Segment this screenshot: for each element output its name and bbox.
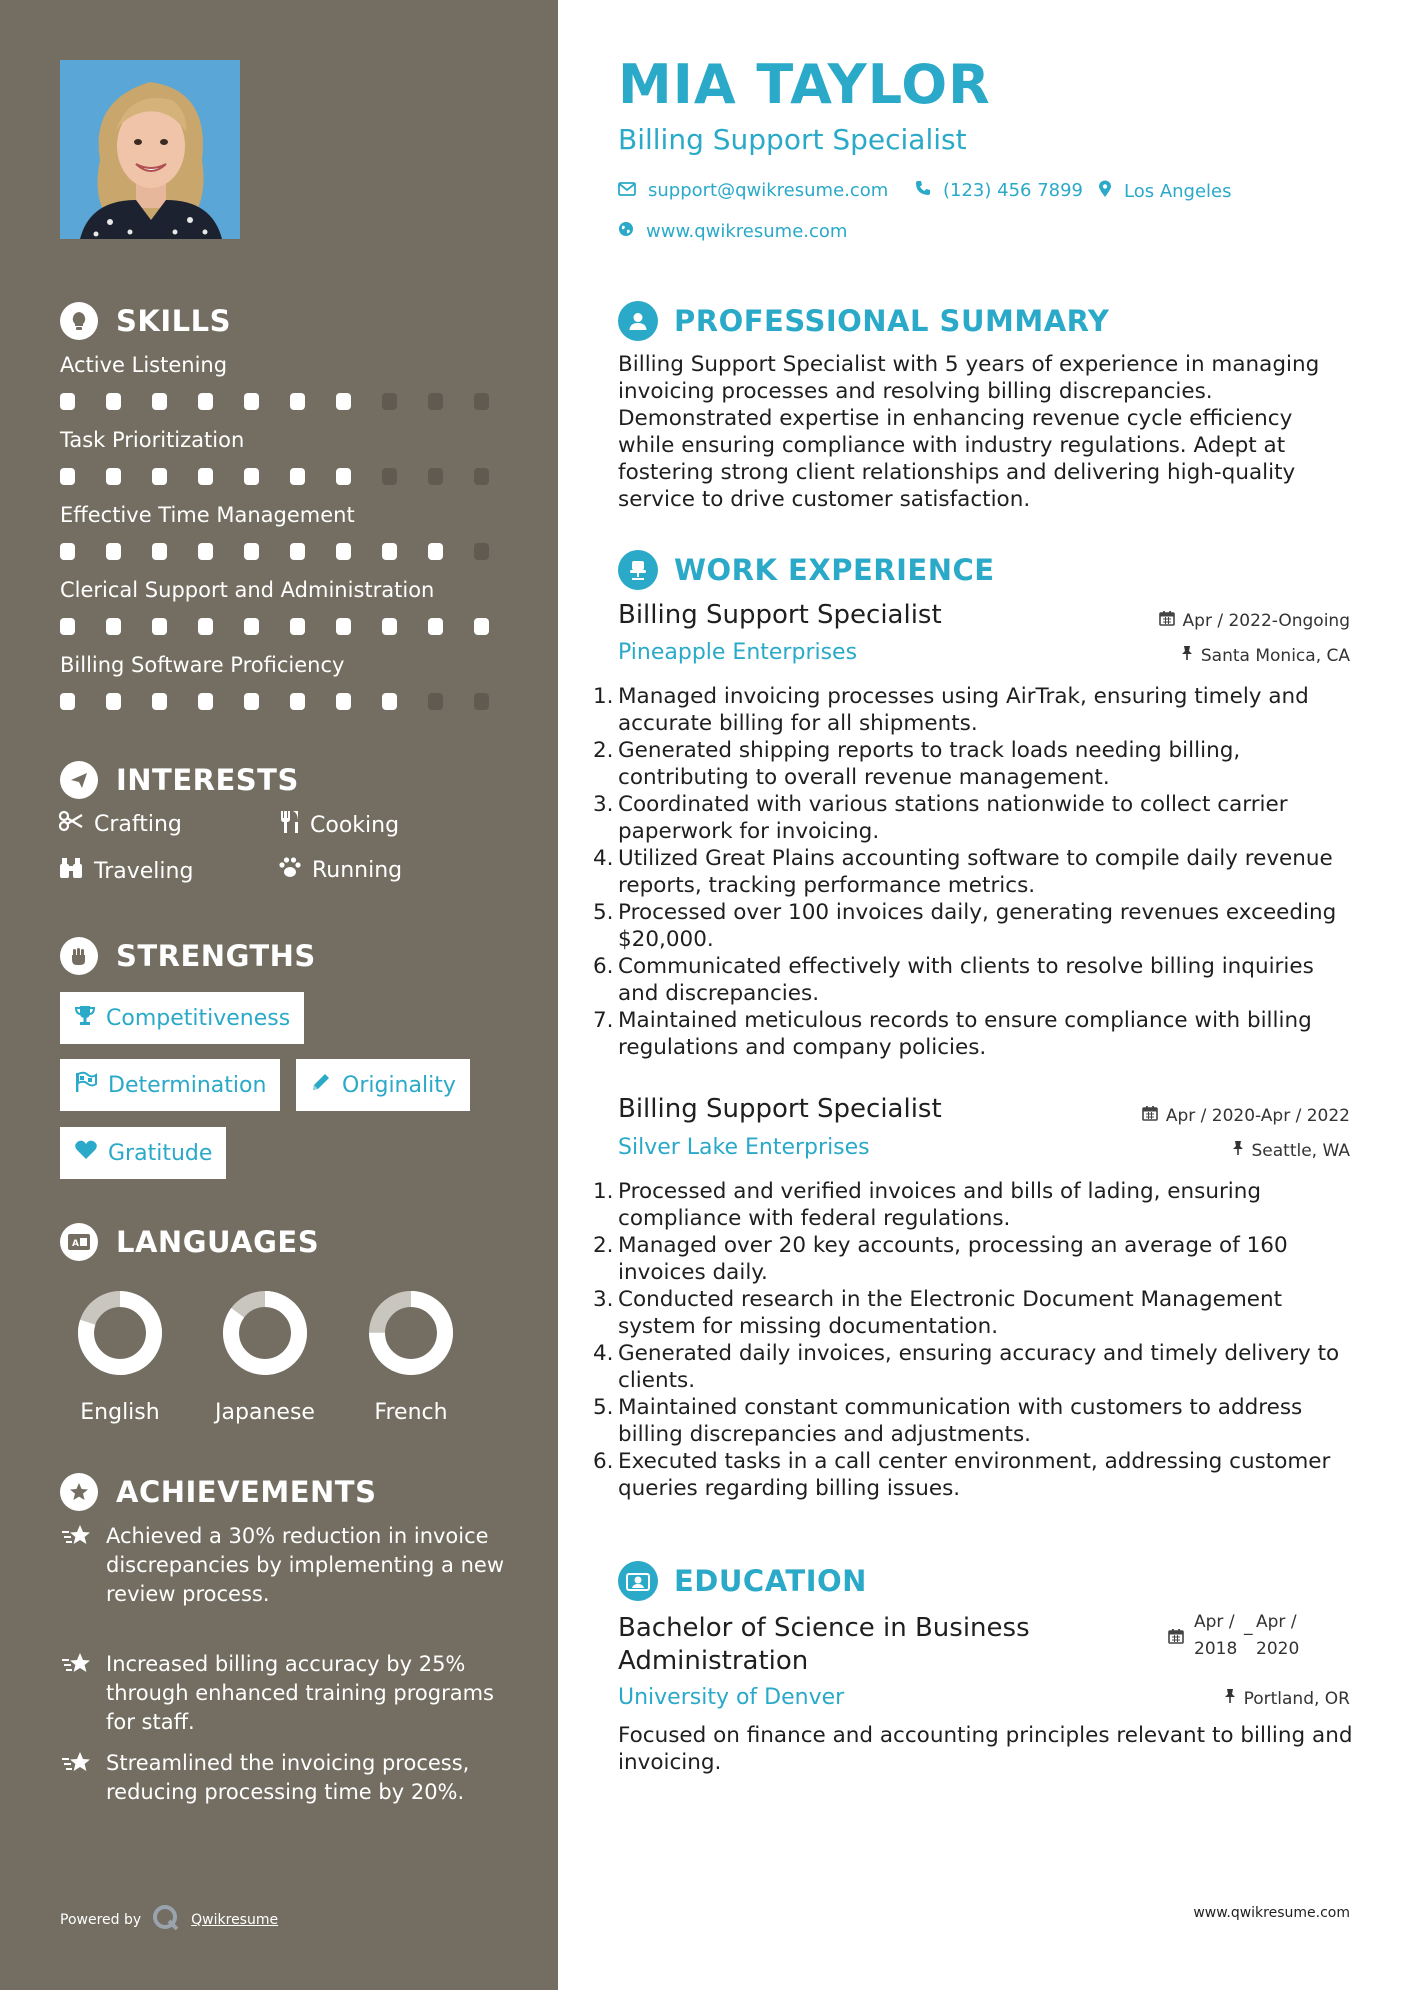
- company-name: Pineapple Enterprises: [618, 640, 858, 665]
- strengths-heading: [60, 937, 316, 975]
- education-start-month: Apr /: [1194, 1612, 1235, 1632]
- education-end-month: Apr /: [1256, 1612, 1297, 1632]
- job-duty-text: Managed invoicing processes using AirTrak, ensuring timely and accurate billing for all shipments.: [618, 684, 1309, 736]
- job-dates-text: Apr / 2020-Apr / 2022: [1165, 1105, 1350, 1126]
- skill-dot: [244, 543, 259, 560]
- lightbulb-icon: [60, 302, 98, 340]
- skill-dot: [428, 618, 443, 635]
- job-duty-text: Processed and verified invoices and bills of lading, ensuring compliance with federal regulations.: [618, 1179, 1262, 1231]
- skill-rating: [60, 468, 500, 485]
- interests-heading: [60, 761, 299, 799]
- pushpin-icon: [1224, 1688, 1236, 1709]
- skill-dot: [60, 543, 75, 560]
- strength-tag: [60, 1059, 280, 1111]
- job-duty-text: Managed over 20 key accounts, processing an average of 160 invoices daily.: [618, 1233, 1288, 1285]
- skill-dot: [106, 393, 121, 410]
- globe-icon: [618, 221, 634, 242]
- skill-dot: [290, 618, 305, 635]
- skill-dot: [474, 543, 489, 560]
- achievement-item: [60, 1650, 510, 1737]
- skill-dot: [290, 693, 305, 710]
- skill-dot: [474, 693, 489, 710]
- job-duty-number: 6.: [593, 1449, 614, 1474]
- language-name: French: [374, 1400, 448, 1425]
- calendar-icon: [1168, 1628, 1184, 1649]
- language-item: [200, 1290, 330, 1425]
- skill-name: Active Listening: [60, 353, 228, 377]
- language-ring: [77, 1290, 163, 1376]
- sidebar: [0, 0, 558, 1990]
- job-duty-item: [593, 1232, 1353, 1286]
- skill-dot: [152, 393, 167, 410]
- experience-heading: [618, 550, 995, 590]
- job-duty-item: [593, 1448, 1353, 1502]
- job-duty-number: 3.: [593, 792, 614, 817]
- education-end-year: 2020: [1256, 1639, 1300, 1659]
- job-location: [1232, 1140, 1351, 1161]
- skill-dot: [152, 543, 167, 560]
- degree-title-line2: Administration: [618, 1646, 809, 1676]
- skill-dot: [428, 693, 443, 710]
- skill-item: [60, 505, 500, 560]
- language-item: [55, 1290, 185, 1425]
- interest-label: Crafting: [94, 811, 182, 837]
- job-duty-text: Conducted research in the Electronic Document Management system for missing documentation.: [618, 1287, 1283, 1339]
- job-duty-text: Processed over 100 invoices daily, generating revenues exceeding $20,000.: [618, 900, 1337, 952]
- language-icon: [60, 1223, 98, 1261]
- job-duty-number: 1.: [593, 684, 614, 709]
- powered-by-brand-link[interactable]: Qwikresume: [191, 1912, 279, 1928]
- skill-dot: [60, 618, 75, 635]
- trophy-icon: [74, 1004, 96, 1032]
- skill-dot: [382, 543, 397, 560]
- job-duty-item: [593, 899, 1353, 953]
- contact-email[interactable]: [618, 180, 888, 201]
- skill-dot: [106, 618, 121, 635]
- interest-label: Cooking: [310, 812, 400, 838]
- star-icon: [60, 1522, 94, 1609]
- pushpin-icon: [1181, 645, 1193, 666]
- summary-text: Billing Support Specialist with 5 years of experience in managing invoicing processes and resolving billing discrepancies. Demonstrated expertise in enhancing revenue cycle efficiency while ensuring compliance with industry regulations. Adept at fostering strong client relationships and delivering high-quality service to drive customer satisfaction.: [618, 352, 1320, 512]
- skill-item: [60, 430, 500, 485]
- skill-dot: [474, 468, 489, 485]
- strength-label: Determination: [108, 1072, 267, 1098]
- achievements-heading-text: ACHIEVEMENTS: [116, 1475, 377, 1509]
- job-duty-number: 2.: [593, 738, 614, 763]
- job-duty-item: [593, 953, 1353, 1007]
- strength-label: Gratitude: [108, 1140, 213, 1166]
- language-ring: [222, 1290, 308, 1376]
- job-duty-item: [593, 737, 1353, 791]
- company-name: Silver Lake Enterprises: [618, 1135, 870, 1160]
- skill-dot: [244, 393, 259, 410]
- job-duty-number: 6.: [593, 954, 614, 979]
- skill-dot: [198, 468, 213, 485]
- skill-dot: [474, 393, 489, 410]
- skill-dot: [382, 468, 397, 485]
- education-heading: [618, 1561, 867, 1601]
- job-duty-number: 1.: [593, 1179, 614, 1204]
- strength-label: Originality: [342, 1072, 456, 1098]
- interest-label: Running: [312, 857, 403, 883]
- job-dates-text: Apr / 2022-Ongoing: [1182, 610, 1350, 631]
- achievement-item: [60, 1522, 510, 1609]
- job-title: Billing Support Specialist: [618, 600, 942, 630]
- graduate-icon: [618, 1561, 658, 1601]
- achievement-text: Streamlined the invoicing process, reducing processing time by 20%.: [106, 1751, 470, 1804]
- skill-dot: [60, 468, 75, 485]
- paw-icon: [278, 856, 302, 884]
- flag-icon: [74, 1071, 98, 1099]
- job-duty-text: Coordinated with various stations nationwide to collect carrier paperwork for invoicing.: [618, 792, 1288, 844]
- skill-dot: [474, 618, 489, 635]
- job-location: [1181, 645, 1350, 666]
- skill-dot: [106, 543, 121, 560]
- education-dates: [1168, 1612, 1298, 1668]
- website-text: www.qwikresume.com: [646, 221, 848, 242]
- interest-item: [278, 810, 399, 840]
- skill-dot: [106, 693, 121, 710]
- education-description: Focused on finance and accounting principles relevant to billing and invoicing.: [618, 1723, 1353, 1775]
- skill-dot: [428, 543, 443, 560]
- profile-photo: [60, 60, 240, 239]
- skill-rating: [60, 618, 500, 635]
- paper-plane-icon: [60, 761, 98, 799]
- skill-dot: [244, 468, 259, 485]
- contact-location: [1098, 180, 1232, 203]
- pushpin-icon: [1232, 1140, 1244, 1161]
- skill-dot: [198, 693, 213, 710]
- strength-tag: [60, 992, 304, 1044]
- qwikresume-logo-icon: [151, 1903, 181, 1937]
- education-location: [1224, 1688, 1350, 1709]
- summary-heading: [618, 301, 1109, 341]
- skill-rating: [60, 393, 500, 410]
- star-icon: [60, 1749, 94, 1807]
- contact-phone[interactable]: [915, 180, 1083, 201]
- scissors-icon: [58, 810, 84, 838]
- degree-title-line1: Bachelor of Science in Business: [618, 1613, 1030, 1643]
- job-duty-item: [593, 1178, 1353, 1232]
- degree-title: [618, 1612, 1030, 1678]
- skill-dot: [290, 393, 305, 410]
- skill-dot: [336, 543, 351, 560]
- summary-heading-text: PROFESSIONAL SUMMARY: [674, 304, 1110, 338]
- job-duty-item: [593, 683, 1353, 737]
- skill-dot: [428, 393, 443, 410]
- powered-by: [60, 1903, 278, 1937]
- skill-dot: [152, 468, 167, 485]
- job-duty-text: Executed tasks in a call center environment, addressing customer queries regarding billing issues.: [618, 1449, 1331, 1501]
- fist-icon: [60, 937, 98, 975]
- skill-item: [60, 655, 500, 710]
- star-icon: [60, 1650, 94, 1737]
- job-duty-text: Generated daily invoices, ensuring accuracy and timely delivery to clients.: [618, 1341, 1340, 1393]
- skill-dot: [382, 618, 397, 635]
- education-heading-text: EDUCATION: [674, 1564, 867, 1598]
- skill-dot: [244, 693, 259, 710]
- strengths-heading-text: STRENGTHS: [116, 939, 316, 973]
- school-name: University of Denver: [618, 1685, 845, 1710]
- experience-heading-text: WORK EXPERIENCE: [674, 553, 995, 587]
- map-pin-icon: [1098, 180, 1112, 203]
- interest-item: [58, 856, 193, 886]
- job-duty-text: Maintained meticulous records to ensure compliance with billing regulations and company policies.: [618, 1008, 1312, 1060]
- candidate-title: Billing Support Specialist: [618, 123, 967, 156]
- job-duty-item: [593, 1340, 1353, 1394]
- interest-item: [278, 856, 402, 884]
- user-icon: [618, 301, 658, 341]
- skills-heading: [60, 302, 231, 340]
- footer-website-link[interactable]: www.qwikresume.com: [1193, 1905, 1350, 1921]
- skill-dot: [106, 468, 121, 485]
- job-duty-item: [593, 1007, 1353, 1061]
- language-item: [346, 1290, 476, 1425]
- job-duty-text: Generated shipping reports to track loads needing billing, contributing to overall revenue management.: [618, 738, 1241, 790]
- skill-dot: [290, 468, 305, 485]
- skill-dot: [244, 618, 259, 635]
- achievement-text: Increased billing accuracy by 25% through enhanced training programs for staff.: [106, 1652, 494, 1734]
- strength-label: Competitiveness: [106, 1005, 291, 1031]
- binoculars-icon: [58, 856, 84, 886]
- job-duty-number: 7.: [593, 1008, 614, 1033]
- calendar-icon: [1142, 1105, 1158, 1126]
- location-text: Los Angeles: [1124, 181, 1232, 202]
- achievement-text: Achieved a 30% reduction in invoice discrepancies by implementing a new review process.: [106, 1524, 504, 1606]
- language-ring: [368, 1290, 454, 1376]
- achievements-heading: [60, 1473, 376, 1511]
- job-location-text: Seattle, WA: [1251, 1140, 1350, 1161]
- skill-dot: [290, 543, 305, 560]
- contact-website[interactable]: [618, 221, 847, 242]
- education-location-text: Portland, OR: [1243, 1688, 1350, 1709]
- job-dates: [1142, 1105, 1350, 1126]
- job-title: Billing Support Specialist: [618, 1094, 942, 1124]
- job-duty-text: Utilized Great Plains accounting software to compile daily revenue reports, tracking performance metrics.: [618, 846, 1333, 898]
- skill-dot: [336, 393, 351, 410]
- calendar-icon: [1159, 610, 1175, 631]
- skill-name: Task Prioritization: [60, 428, 245, 452]
- utensils-icon: [278, 810, 300, 840]
- job-duty-number: 4.: [593, 846, 614, 871]
- main-content: [558, 0, 1407, 1990]
- skill-dot: [152, 693, 167, 710]
- job-location-text: Santa Monica, CA: [1200, 645, 1350, 666]
- skill-item: [60, 355, 500, 410]
- achievement-item: [60, 1749, 510, 1807]
- strength-tag: [60, 1127, 226, 1179]
- job-duty-text: Communicated effectively with clients to resolve billing inquiries and discrepancies.: [618, 954, 1314, 1006]
- skill-dot: [198, 618, 213, 635]
- interest-item: [58, 810, 182, 838]
- svg-text:A: A: [72, 1239, 79, 1249]
- education-date-dash: _: [1244, 1616, 1253, 1636]
- job-duties-list: [593, 683, 1353, 1061]
- skills-heading-text: SKILLS: [116, 304, 231, 338]
- job-duty-number: 5.: [593, 900, 614, 925]
- job-duty-item: [593, 791, 1353, 845]
- skill-rating: [60, 693, 500, 710]
- skill-dot: [60, 393, 75, 410]
- star-badge-icon: [60, 1473, 98, 1511]
- skill-name: Billing Software Proficiency: [60, 653, 345, 677]
- office-chair-icon: [618, 550, 658, 590]
- job-duty-number: 3.: [593, 1287, 614, 1312]
- powered-by-label: Powered by: [60, 1912, 142, 1928]
- skill-dot: [382, 393, 397, 410]
- interests-heading-text: INTERESTS: [116, 763, 299, 797]
- job-duty-item: [593, 1394, 1353, 1448]
- job-duty-number: 4.: [593, 1341, 614, 1366]
- skill-item: [60, 580, 500, 635]
- job-duty-item: [593, 845, 1353, 899]
- job-duty-number: 5.: [593, 1395, 614, 1420]
- language-name: Japanese: [215, 1400, 315, 1425]
- job-duty-item: [593, 1286, 1353, 1340]
- skill-name: Effective Time Management: [60, 503, 355, 527]
- skill-dot: [428, 468, 443, 485]
- skill-dot: [198, 543, 213, 560]
- skill-dot: [336, 468, 351, 485]
- skill-dot: [336, 618, 351, 635]
- education-start-year: 2018: [1194, 1639, 1238, 1659]
- skill-dot: [198, 393, 213, 410]
- interest-label: Traveling: [94, 858, 194, 884]
- skill-name: Clerical Support and Administration: [60, 578, 435, 602]
- job-duties-list: [593, 1178, 1353, 1502]
- language-name: English: [80, 1400, 160, 1425]
- email-text: support@qwikresume.com: [648, 180, 889, 201]
- job-duty-text: Maintained constant communication with customers to address billing discrepancies and adjustments.: [618, 1395, 1303, 1447]
- skill-dot: [152, 618, 167, 635]
- pencil-icon: [310, 1071, 332, 1099]
- skill-dot: [336, 693, 351, 710]
- envelope-icon: [618, 180, 636, 201]
- heart-icon: [74, 1139, 98, 1167]
- languages-heading: [60, 1223, 319, 1261]
- phone-text: (123) 456 7899: [943, 180, 1084, 201]
- job-dates: [1159, 610, 1350, 631]
- skill-rating: [60, 543, 500, 560]
- phone-icon: [915, 180, 931, 201]
- candidate-name: MIA TAYLOR: [618, 53, 991, 116]
- skill-dot: [60, 693, 75, 710]
- strength-tag: [296, 1059, 470, 1111]
- skill-dot: [382, 693, 397, 710]
- job-duty-number: 2.: [593, 1233, 614, 1258]
- languages-heading-text: LANGUAGES: [116, 1225, 320, 1259]
